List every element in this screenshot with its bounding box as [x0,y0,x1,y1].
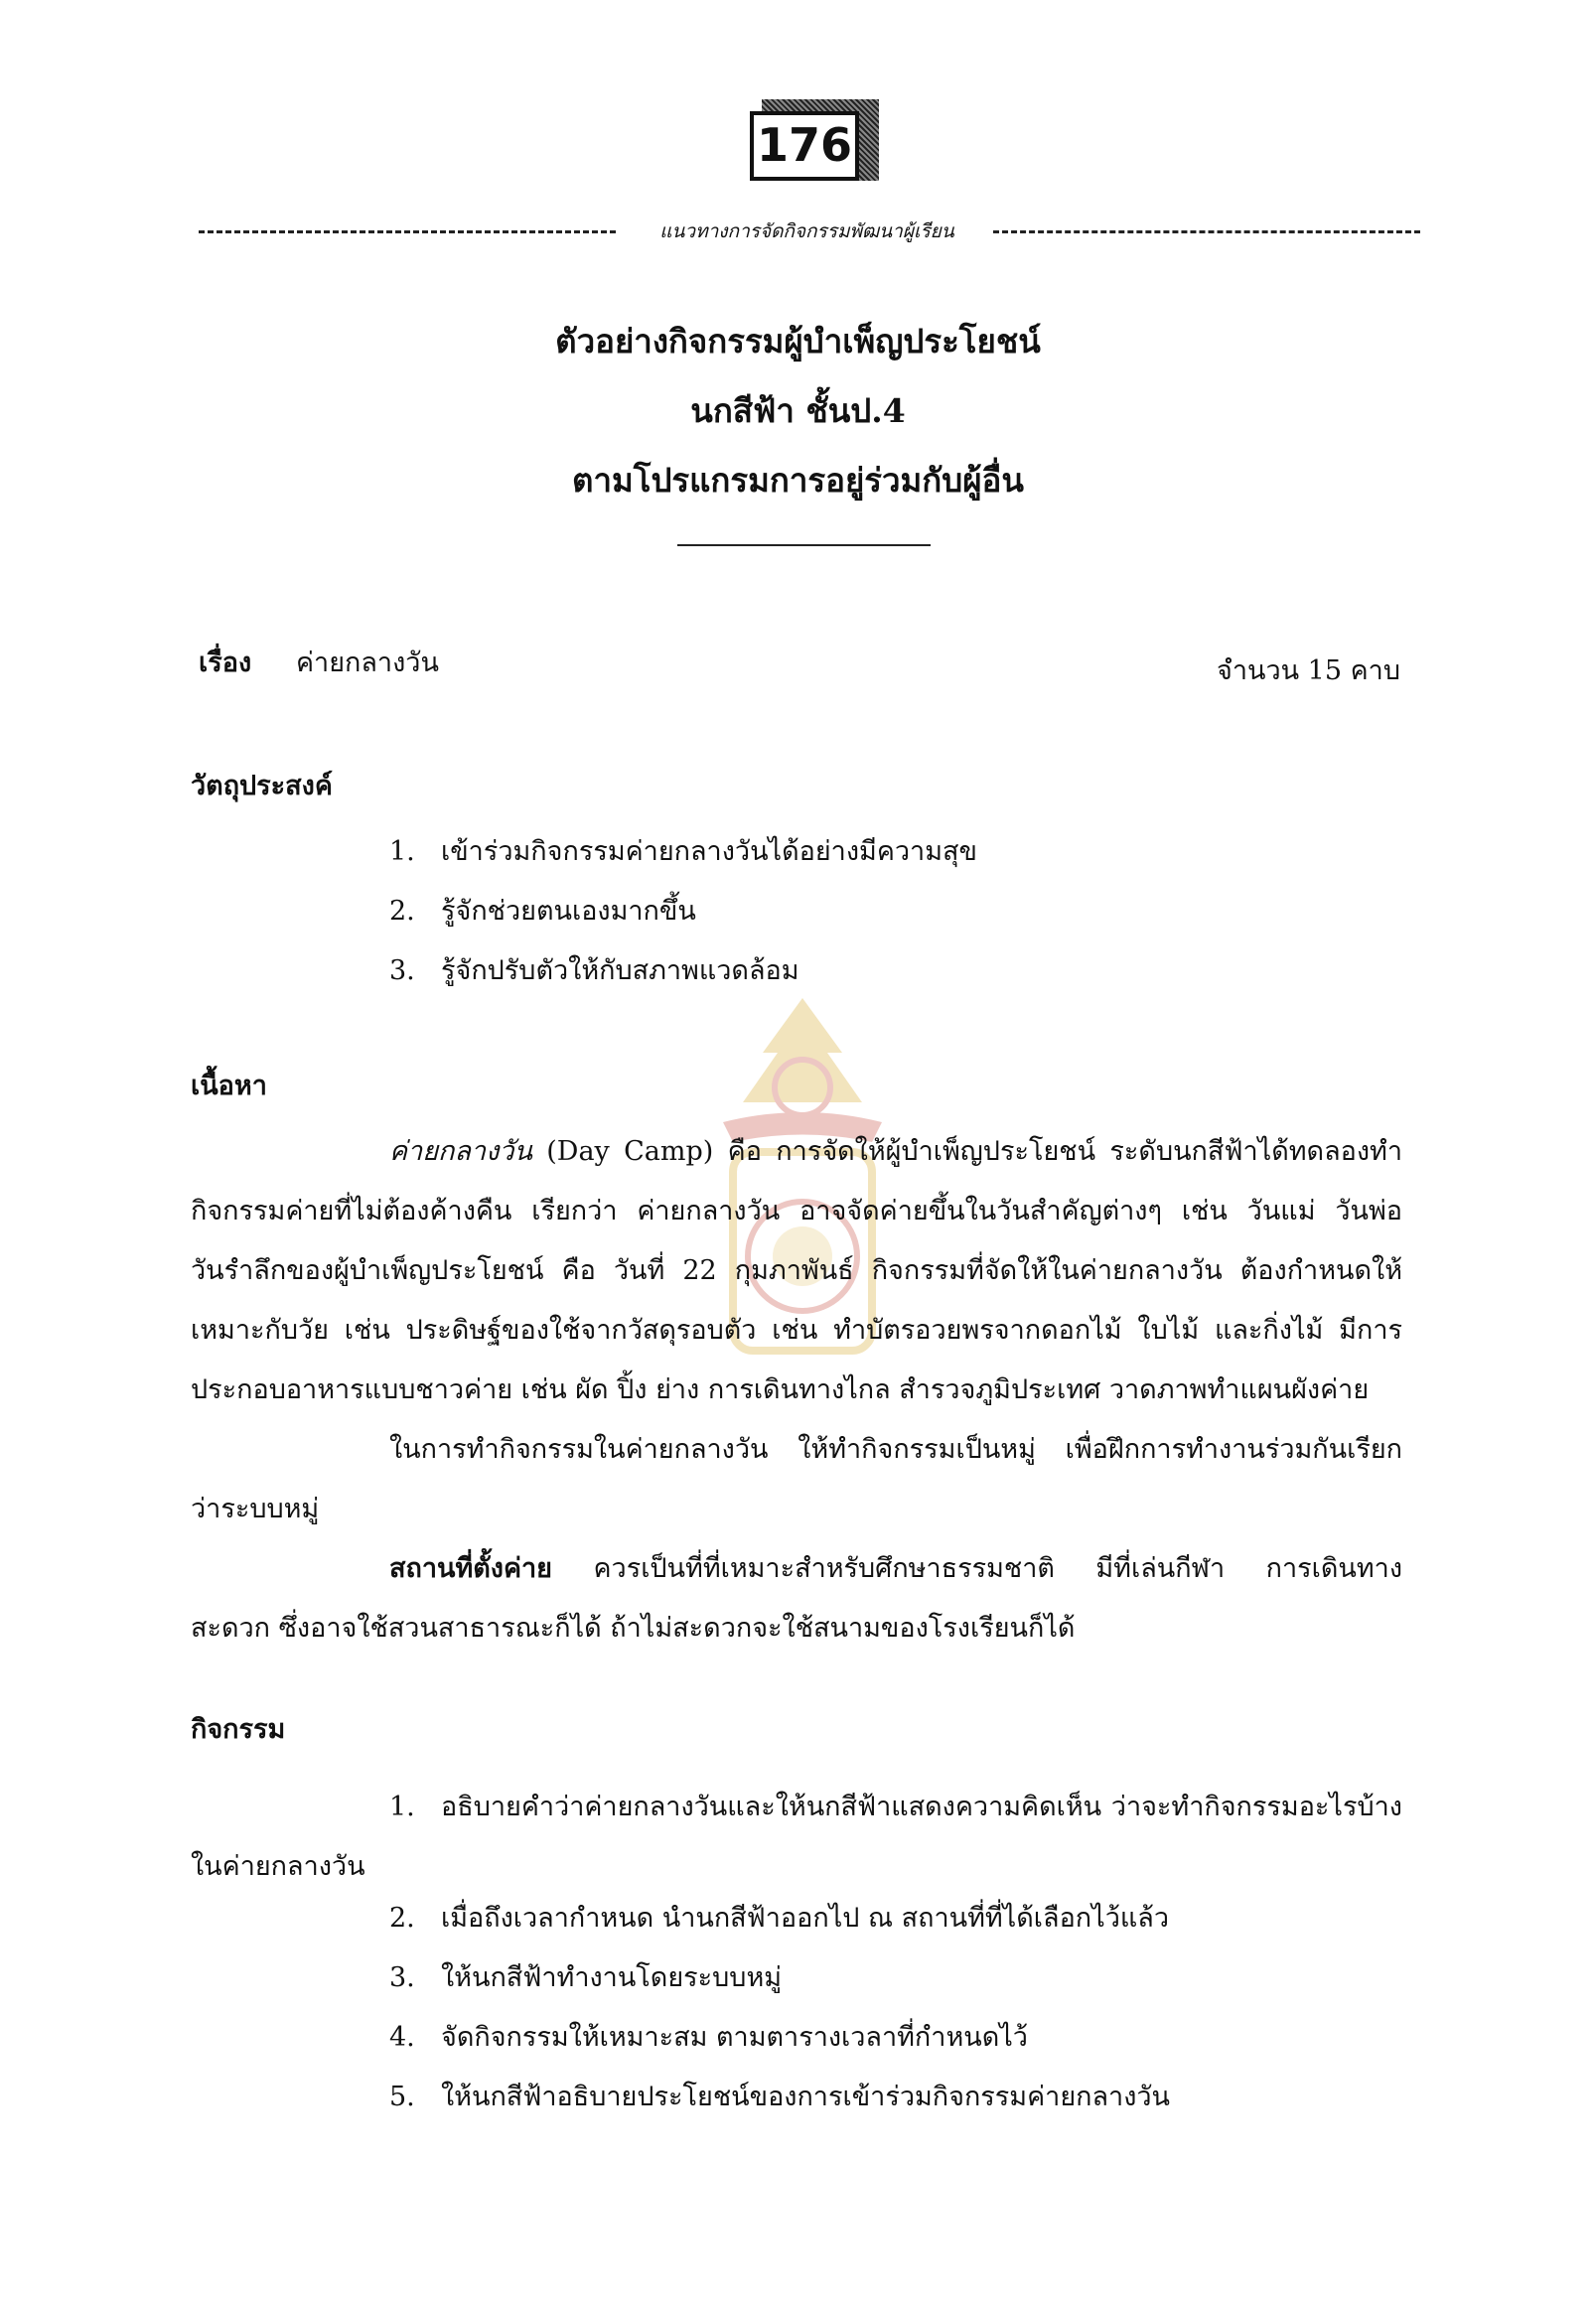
running-header [199,216,1420,246]
activity-item [389,1958,782,1998]
paragraph-line [191,1122,1402,1182]
objectives-heading: วัตถุประสงค์ [191,771,333,801]
title-underline [677,544,931,546]
objective-text: เข้าร่วมกิจกรรมค่ายกลางวันได้อย่างมีความสุข [441,836,977,867]
activity-item-1 [191,1778,1402,1897]
paragraph-line-rest: (Day Camp) คือ การจัดให้ผู้บำเพ็ญประโยชน์ ระดับนกสีฟ้าได้ทดลองทำ [531,1136,1402,1167]
activity-text: ให้นกสีฟ้าทำงานโดยระบบหมู่ [441,1962,783,1993]
activity-item [389,2078,1170,2117]
content-paragraph-1 [191,1122,1402,1420]
paragraph-line-rest: ควรเป็นที่ที่เหมาะสำหรับศึกษาธรรมชาติ มีที่เล่นกีฬา การเดินทาง [552,1553,1402,1584]
activity-number: 3. [389,1962,415,1993]
activity-text: จัดกิจกรรมให้เหมาะสม ตามตารางเวลาที่กำหนดไว้ [441,2022,1028,2053]
activity-number: 2. [389,1903,415,1934]
title-line-2: นกสีฟ้า ชั้นป.4 [690,391,906,430]
paragraph-line [191,1778,1402,1837]
objective-text: รู้จักปรับตัวให้กับสภาพแวดล้อม [441,955,799,986]
paragraph-line: วันรำลึกของผู้บำเพ็ญประโยชน์ คือ วันที่ 22 กุมภาพันธ์ กิจกรรมที่จัดให้ในค่ายกลางวัน ต้องกำหนดให้ [191,1255,1402,1286]
paragraph-line: เหมาะกับวัย เช่น ประดิษฐ์ของใช้จากวัสดุรอบตัว เช่น ทำบัตรอวยพรจากดอกไม้ ใบไม้ และกิ่งไม้ มีการ [191,1315,1402,1346]
content-heading: เนื้อหา [191,1071,267,1101]
activity-text: เมื่อถึงเวลากำหนด นำนกสีฟ้าออกไป ณ สถานที่ที่ได้เลือกไว้แล้ว [441,1903,1169,1934]
objective-number: 1. [389,836,415,867]
paragraph-line: ในค่ายกลางวัน [191,1851,365,1882]
activity-text: อธิบายคำว่าค่ายกลางวันและให้นกสีฟ้าแสดงความคิดเห็น ว่าจะทำกิจกรรมอะไรบ้าง [441,1792,1402,1822]
paragraph-line [191,1539,1402,1599]
objective-number: 3. [389,955,415,986]
objective-number: 2. [389,896,415,927]
header-divider-right [993,230,1420,233]
objective-item [389,832,977,872]
paragraph-line: ในการทำกิจกรรมในค่ายกลางวัน ให้ทำกิจกรรมเป็นหมู่ เพื่อฝึกการทำงานร่วมกันเรียก [389,1434,1402,1465]
topic-value: ค่ายกลางวัน [296,648,439,678]
paragraph-line: สะดวก ซึ่งอาจใช้สวนสาธารณะก็ได้ ถ้าไม่สะดวกจะใช้สนามของโรงเรียนก็ได้ [191,1613,1076,1644]
activity-number: 5. [389,2082,415,2112]
content-paragraph-3 [191,1539,1402,1658]
activity-text: ให้นกสีฟ้าอธิบายประโยชน์ของการเข้าร่วมกิจกรรมค่ายกลางวัน [441,2082,1170,2112]
paragraph-line: กิจกรรมค่ายที่ไม่ต้องค้างคืน เรียกว่า ค่ายกลางวัน อาจจัดค่ายขึ้นในวันสำคัญต่างๆ เช่น วันแม่ วันพ่อ [191,1196,1402,1226]
activity-item [389,2018,1028,2058]
header-caption: แนวทางการจัดกิจกรรมพัฒนาผู้เรียน [659,220,954,242]
title-line-1: ตัวอย่างกิจกรรมผู้บำเพ็ญประโยชน์ [555,322,1041,360]
page-number: 176 [750,111,859,181]
topic-label: เรื่อง [199,648,252,678]
page-number-badge [750,99,879,189]
activity-number: 1. [389,1792,415,1822]
activity-item [389,1899,1169,1939]
topic-duration: จำนวน 15 คาบ [1217,655,1400,686]
header-divider-left [199,230,616,233]
content-paragraph-2 [191,1420,1402,1539]
paragraph-line: ว่าระบบหมู่ [191,1494,320,1524]
activities-heading: กิจกรรม [191,1714,286,1745]
objective-item [389,892,696,932]
paragraph-line: ประกอบอาหารแบบชาวค่าย เช่น ผัด ปิ้ง ย่าง การเดินทางไกล สำรวจภูมิประเทศ วาดภาพทำแผนผังค่าย [191,1374,1370,1405]
day-camp-term: ค่ายกลางวัน [389,1136,532,1167]
activity-number: 4. [389,2022,415,2053]
objective-text: รู้จักช่วยตนเองมากขึ้น [441,896,696,927]
camp-location-term: สถานที่ตั้งค่าย [389,1553,553,1584]
title-line-3: ตามโปรแกรมการอยู่ร่วมกับผู้อื่น [572,461,1024,500]
objective-item [389,951,799,991]
